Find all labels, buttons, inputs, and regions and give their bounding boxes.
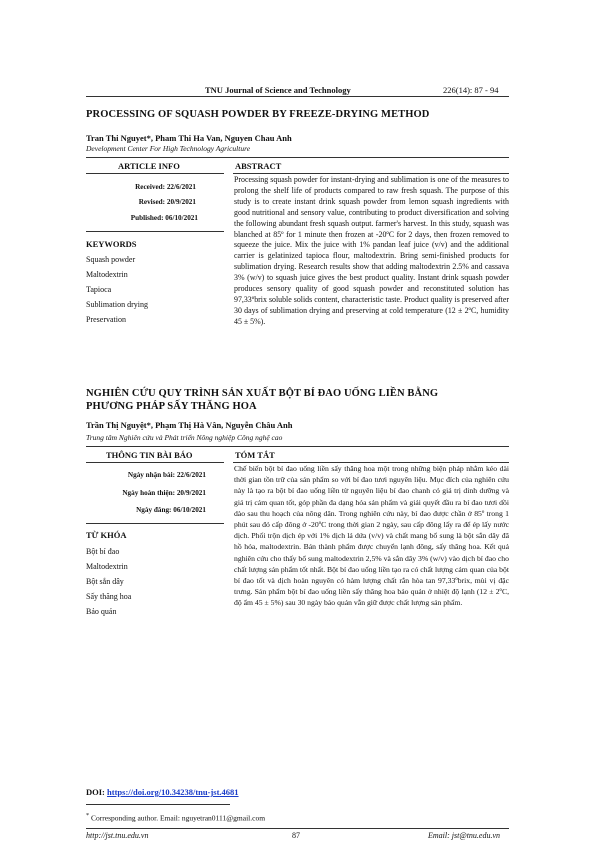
en-keyword: Preservation	[86, 315, 126, 324]
en-revised: Revised: 20/9/2021	[138, 198, 196, 206]
en-article-info-label: ARTICLE INFO	[118, 161, 180, 171]
en-title: PROCESSING OF SQUASH POWDER BY FREEZE-DRYING METHOD	[86, 109, 430, 120]
en-abstract-rule	[233, 173, 509, 174]
footer-email: Email: jst@tnu.edu.vn	[428, 831, 501, 840]
en-published: Published: 06/10/2021	[130, 214, 198, 222]
vi-abstract-label: TÓM TẮT	[235, 450, 275, 460]
vi-info-divider	[86, 523, 224, 524]
vi-abstract-text: Chế biến bột bí đao uống liền sấy thăng hoa một trong những biện pháp nhằm kéo dài thời gian tồn trữ của sản phẩm so với bí đao tươi nguyên liệu. Mục đích của nghiên cứu này là tạo ra bột bí đao uống liền từ nguyên liệu bí đao chanh có giá trị dinh dưỡng và giá trị cảm quan tốt, góp phần đa dạng hóa sản phẩm và giải quyết đầu ra bí đao tươi dồi dào sau thu hoạch của nông dân. Trong nghiên cứu này, bí đao được chần ở 85º trong 1 phút sau đó cấp đông ở -20ºC trong thời gian 2 ngày, sau cấp đông lấy ra để ép lấy nước dịch. Phối trộn dịch ép với 1% dịch lá dứa (v/v) và chất mang bổ sung là bột sắn dây đã hồ hóa, maltodextrin. Bán thành phẩm được chuyển lạnh đông, sấy thăng hoa. Kết quả nghiên cứu cho thấy bổ sung maltodextrin 2,5% và sắn dây 3% (w/v) vào dịch bí đao cho chất lượng sản phẩm tốt nhất. Bột bí đao uống liền tạo ra có chất lượng cảm quan của bột bí đao tốt và dịch hoàn nguyên có hàm lượng chất rắn hòa tan 97,33ºbrix, mùi vị đặc trưng. Sản phẩm bột bí đao uống liền sấy thăng hoa bảo quản ở nhiệt độ lạnh (12 ± 2ºC, độ ẩm 45 ± 5%) sau 30 ngày bảo quản vẫn giữ được chất lượng sản phẩm.	[234, 464, 509, 608]
en-authors: Tran Thi Nguyet*, Pham Thi Ha Van, Nguyen Chau Anh	[86, 133, 292, 143]
vi-article-info-label: THÔNG TIN BÀI BÁO	[106, 450, 193, 460]
header-rule	[86, 96, 509, 97]
vi-authors: Trần Thị Nguyệt*, Phạm Thị Hà Vân, Nguyễn Châu Anh	[86, 420, 293, 430]
footnote-rule	[86, 804, 230, 805]
footnote	[86, 812, 265, 823]
en-info-rule	[86, 173, 224, 174]
en-keyword: Tapioca	[86, 285, 112, 294]
vi-keyword: Bảo quản	[86, 607, 117, 616]
en-info-divider	[86, 231, 224, 232]
vi-revised: Ngày hoàn thiện: 20/9/2021	[122, 489, 206, 497]
doi-link[interactable]: https://doi.org/10.34238/tnu-jst.4681	[107, 787, 239, 797]
en-keyword: Sublimation drying	[86, 300, 148, 309]
doi-line	[86, 787, 239, 797]
vi-keyword: Bột sắn dây	[86, 577, 124, 586]
vi-keywords-label: TỪ KHÓA	[86, 530, 127, 540]
page-number: 87	[292, 831, 300, 840]
en-abstract-text: Processing squash powder for instant-drying and sublimation is one of the measures to prolong the shelf life of products compared to raw fresh squash. The purpose of this study is to create instant drink squash powder from lemon squash ingredients with good nutritional and sensory value, contributing to product diversification and solving the following abundant fresh squash output. farmer's harvest. In this study, squash was blanched at 85º for 1 minute then frozen at -20ºC for 2 days, then frozen removed to squeeze the juice. Mix the juice with 1% pandan leaf juice (v/v) and the additional carrier is gelatinized tapioca flour, maltodextrin. Bring semi-finished products for sublimation drying. Research results show that adding maltodextrin 2.5% and cassava 3% (w/v) to squash juice gives the best product quality. Instant drink squash powder produces sensory quality of good squash powder and reconstituted solution has 97,33ºbrix soluble solids content, characteristic taste. Product quality is preserved after 30 days of sublimation drying and preserving at cold temperature (12 ± 2ºC, humidity 45 ± 5%).	[234, 175, 509, 326]
issue-pages: 226(14): 87 - 94	[443, 85, 499, 95]
vi-keyword: Maltodextrin	[86, 562, 128, 571]
vi-keyword: Bột bí đao	[86, 547, 120, 556]
doi-label: DOI:	[86, 787, 105, 797]
en-keyword: Squash powder	[86, 255, 136, 264]
footer-rule	[86, 828, 509, 829]
en-keywords-list	[86, 252, 148, 327]
vi-keywords-list	[86, 544, 131, 619]
footnote-mark: *	[86, 812, 90, 819]
vi-published: Ngày đăng: 06/10/2021	[136, 506, 206, 514]
vi-table-top-rule	[86, 446, 509, 447]
vi-title	[86, 387, 438, 413]
journal-name: TNU Journal of Science and Technology	[205, 85, 351, 95]
footer-url: http://jst.tnu.edu.vn	[86, 831, 149, 840]
vi-info-rule	[86, 462, 224, 463]
vi-keyword: Sấy thăng hoa	[86, 592, 132, 601]
en-affiliation: Development Center For High Technology Agriculture	[86, 144, 251, 153]
en-keyword: Maltodextrin	[86, 270, 128, 279]
vi-received: Ngày nhận bài: 22/6/2021	[127, 471, 206, 479]
vi-affiliation: Trung tâm Nghiên cứu và Phát triển Nông nghiệp Công nghệ cao	[86, 433, 283, 442]
en-keywords-label: KEYWORDS	[86, 239, 137, 249]
en-abstract-label: ABSTRACT	[235, 161, 282, 171]
vi-title-line2: PHƯƠNG PHÁP SẤY THĂNG HOA	[86, 401, 257, 412]
en-table-top-rule	[86, 157, 509, 158]
en-received: Received: 22/6/2021	[135, 183, 196, 191]
footnote-text: Corresponding author. Email: nguyetran0111@gmail.com	[91, 813, 266, 823]
vi-title-line1: NGHIÊN CỨU QUY TRÌNH SẢN XUẤT BỘT BÍ ĐAO UỐNG LIỀN BẰNG	[86, 388, 439, 399]
